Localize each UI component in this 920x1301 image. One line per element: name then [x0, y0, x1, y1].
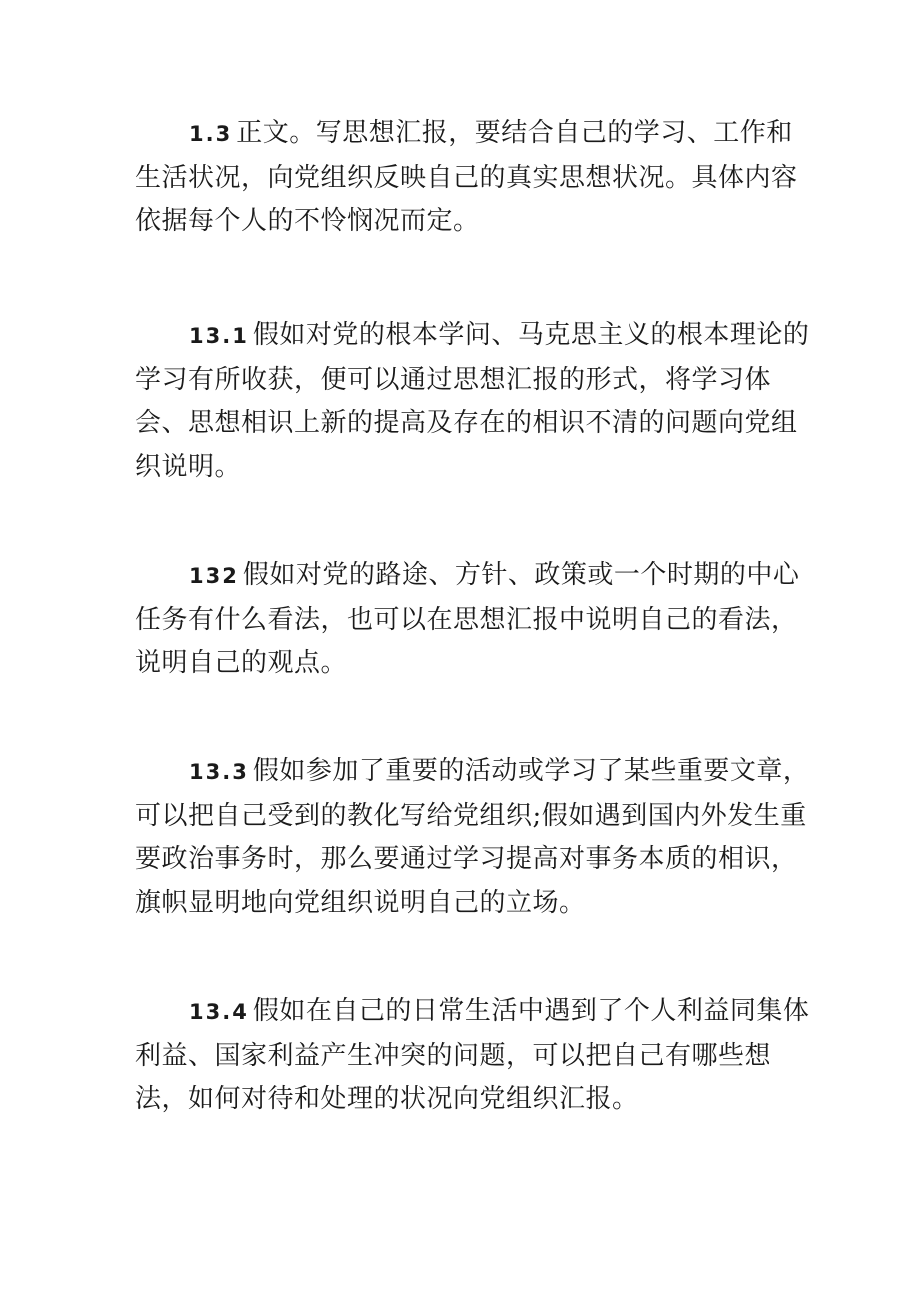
paragraph-text: 假如在自己的日常生活中遇到了个人利益同集体利益、国家利益产生冲突的问题，可以把自己有哪些想法，如何对待和处理的状况向党组织汇报。: [135, 996, 810, 1114]
paragraph-13-1: [135, 314, 815, 489]
paragraph-number: 13.4: [189, 1000, 249, 1024]
paragraph-text: 假如参加了重要的活动或学习了某些重要文章，可以把自己受到的教化写给党组织;假如遇到国内外发生重要政治事务时，那么要通过学习提高对事务本质的相识，旗帜显明地向党组织说明自己的立场。: [135, 756, 810, 918]
paragraph-number: 13.1: [189, 324, 249, 348]
paragraph-13-4: [135, 990, 815, 1122]
paragraph-132: [135, 554, 815, 686]
paragraph-number: 13.3: [189, 760, 249, 784]
paragraph-text: 正文。写思想汇报，要结合自己的学习、工作和生活状况，向党组织反映自己的真实思想状况。具体内容依据每个人的不怜悯况而定。: [135, 118, 798, 236]
paragraph-number: 132: [189, 564, 239, 588]
paragraph-1-3: [135, 112, 815, 244]
paragraph-number: 1.3: [189, 122, 233, 146]
paragraph-13-3: [135, 750, 815, 925]
paragraph-text: 假如对党的根本学问、马克思主义的根本理论的学习有所收获，便可以通过思想汇报的形式，将学习体会、思想相识上新的提高及存在的相识不清的问题向党组织说明。: [135, 320, 810, 482]
paragraph-text: 假如对党的路途、方针、政策或一个时期的中心任务有什么看法，也可以在思想汇报中说明自己的看法，说明自己的观点。: [135, 560, 800, 678]
